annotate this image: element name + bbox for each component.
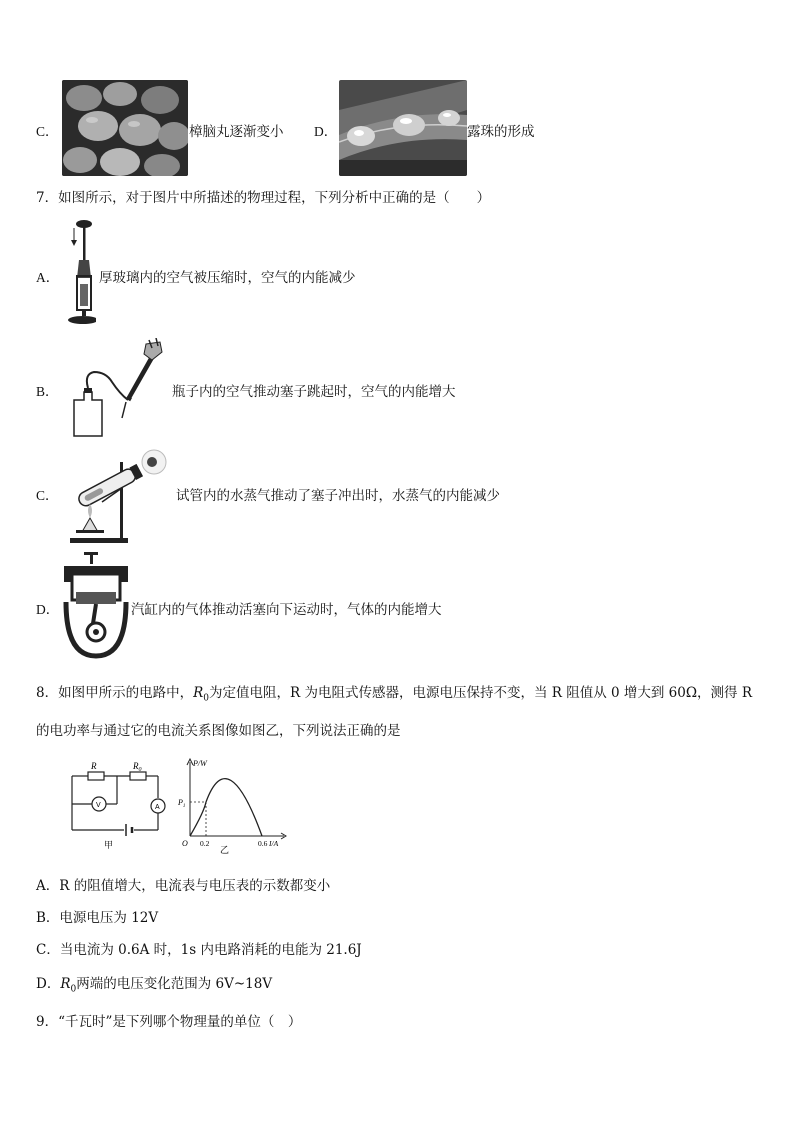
q7-stem: 7．如图所示，对于图片中所描述的物理过程，下列分析中正确的是（ ） — [36, 190, 491, 206]
q8-option-a-text: R 的阻值增大，电流表与电压表的示数都变小 — [59, 878, 331, 894]
graph-x-tick-0.6: 0.6 — [258, 839, 268, 848]
q6-option-d-text: 露珠的形成 — [467, 124, 535, 140]
q8-option-d — [36, 972, 272, 995]
ammeter-label: A — [155, 804, 160, 811]
q6-option-c-text: 樟脑丸逐渐变小 — [189, 124, 284, 140]
q8-option-a — [36, 874, 330, 894]
q6-option-c-label: C． — [36, 124, 59, 139]
mothballs-photo — [62, 80, 188, 176]
q8-r0-symbol: R — [193, 685, 204, 701]
voltmeter-label: V — [96, 802, 101, 809]
graph-x-label: I/A — [269, 839, 279, 848]
piston-syringe-icon — [62, 218, 96, 328]
q8-option-b-text: 电源电压为 12V — [59, 910, 159, 926]
graph-y-label: P/W — [193, 759, 207, 768]
q8-r0-sub: 0 — [203, 693, 209, 704]
graph-p1-label: $P_1$ — [178, 798, 186, 809]
q8-stem-part1: 8．如图甲所示的电路中， — [36, 685, 194, 701]
dew-drop-icon — [339, 80, 467, 176]
circuit-diagram — [62, 758, 174, 850]
q8-stem-part2: 为定值电阻，R 为电阻式传感器，电源电压保持不变，当 R 阻值从 0 增大到 60Ω，测得 R — [209, 685, 752, 701]
dew-drop-photo — [339, 80, 467, 176]
q8-option-a-label: A． — [36, 878, 60, 894]
graph-caption: 乙 — [220, 846, 230, 854]
q8-option-d-r0-sub: 0 — [70, 984, 77, 995]
test-tube-steam-icon — [62, 442, 174, 546]
q8-stem-line1 — [36, 681, 752, 704]
q7-option-d-text: 汽缸内的气体推动活塞向下运动时，气体的内能增大 — [131, 602, 442, 618]
circuit-r0-label: $R_0$ — [133, 761, 142, 773]
q9-stem: 9．“千瓦时”是下列哪个物理量的单位（ ） — [36, 1014, 302, 1030]
q8-option-c — [36, 938, 362, 958]
q7-option-c-text: 试管内的水蒸气推动了塞子冲出时，水蒸气的内能减少 — [176, 488, 500, 504]
q7-option-d-label: D． — [36, 602, 60, 617]
q7-option-b-text: 瓶子内的空气推动塞子跳起时，空气的内能增大 — [172, 384, 456, 400]
q7-option-a-text: 厚玻璃内的空气被压缩时，空气的内能减少 — [99, 270, 356, 286]
q8-option-b-label: B． — [36, 910, 60, 926]
q8-stem-line2: 的电功率与通过它的电流关系图像如图乙，下列说法正确的是 — [36, 723, 401, 739]
q8-option-b — [36, 906, 158, 926]
q8-option-c-label: C． — [36, 942, 60, 958]
bottle-pump-icon — [62, 338, 170, 440]
graph-x-tick-0.2: 0.2 — [200, 839, 210, 848]
mothballs-icon — [62, 80, 188, 176]
q7-option-b-label: B． — [36, 384, 59, 399]
q7-option-a-label: A． — [36, 270, 60, 285]
q8-option-d-text: 两端的电压变化范围为 6V~18V — [76, 976, 273, 992]
graph-origin-label: O — [182, 839, 188, 848]
power-curve — [190, 779, 262, 836]
circuit-r-label: R — [91, 761, 97, 771]
q8-option-d-label: D． — [36, 976, 61, 992]
q6-option-d-label: D． — [314, 124, 338, 139]
power-current-graph — [176, 756, 290, 854]
q8-option-c-text: 当电流为 0.6A 时，1s 内电路消耗的电能为 21.6J — [59, 942, 362, 958]
engine-cylinder-icon — [62, 552, 130, 662]
q8-option-d-r0-symbol: R — [60, 976, 71, 992]
circuit-caption: 甲 — [104, 841, 114, 850]
q7-option-c-label: C． — [36, 488, 59, 503]
